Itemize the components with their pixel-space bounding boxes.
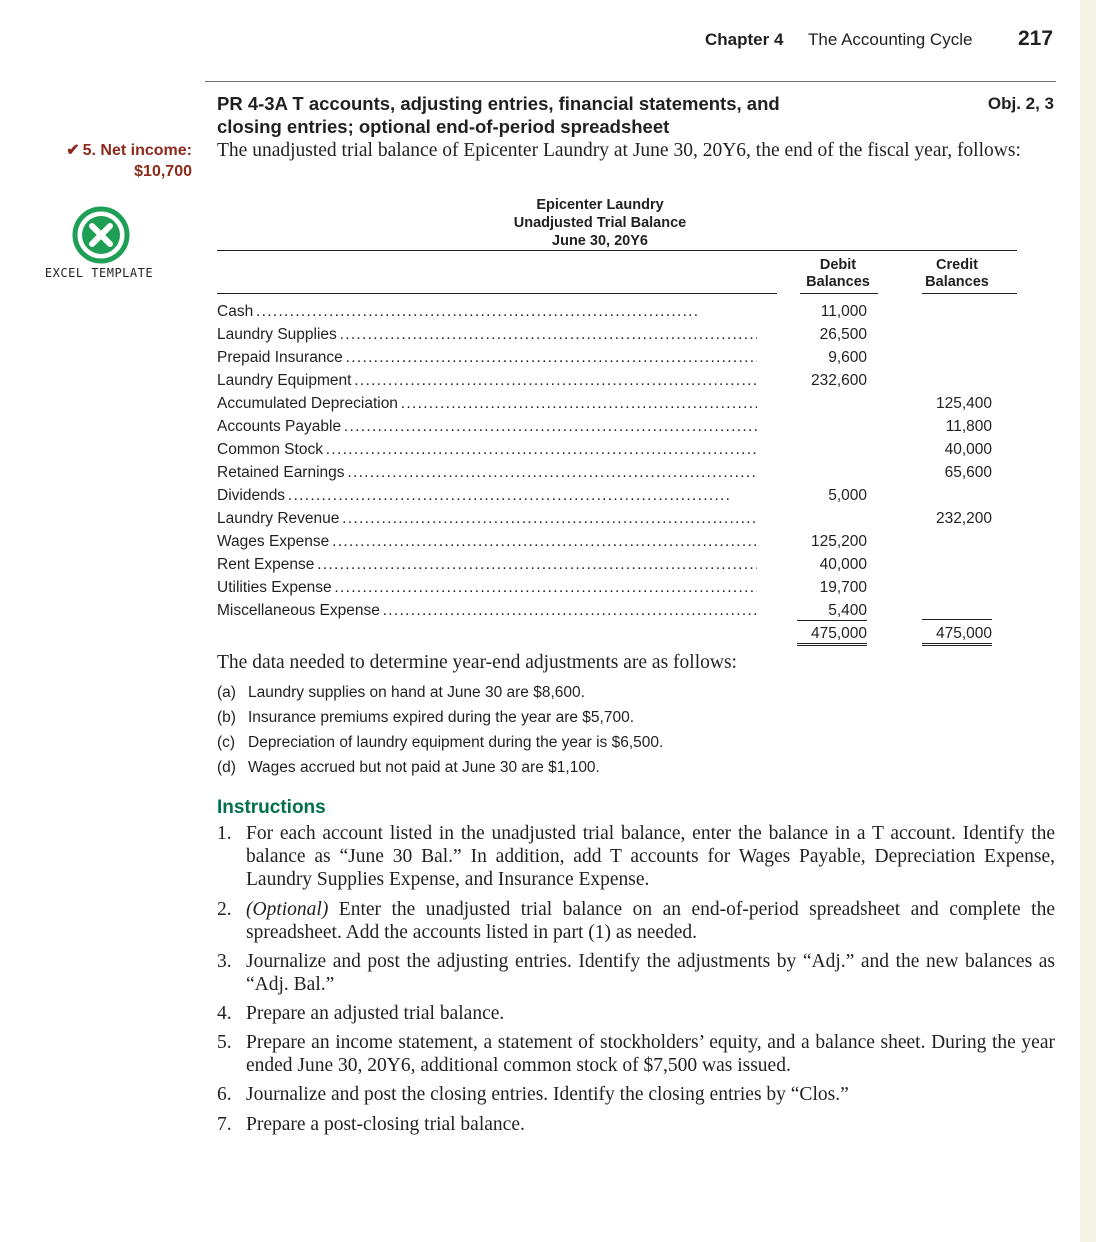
problem-title-line-1: PR 4-3A T accounts, adjusting entries, financial statements, and	[217, 93, 780, 114]
instruction-text-wrap	[246, 898, 1055, 944]
account-name: Accounts Payable . . .	[217, 418, 757, 436]
adjustment-item	[217, 684, 585, 702]
report-name: Unadjusted Trial Balance	[513, 215, 687, 231]
table-row	[217, 418, 1017, 441]
instruction-text: For each account listed in the unadjusted trial balance, enter the balance in a T account. Identify the balance as “June 30 Bal.” In addition, add T accounts for Wages Payable, Depreciation Expense, Laundry Supplies Expense, and Insurance Expense.	[246, 823, 1055, 890]
check-figure	[8, 140, 192, 182]
check-figure-value: $10,700	[134, 163, 192, 180]
adjustment-item	[217, 734, 663, 752]
table-row	[217, 464, 1017, 487]
debit-header-rule	[800, 293, 878, 294]
page-number: 217	[1018, 27, 1054, 50]
table-row	[217, 602, 1017, 625]
check-figure-label: 5. Net income:	[82, 142, 192, 159]
instruction-text: Prepare an income statement, a statement of stockholders’ equity, and a balance sheet. During the year ended June 30, 20Y6, additional common stock of $7,500 was issued.	[246, 1032, 1055, 1076]
account-name: Accumulated Depreciation . . .	[217, 395, 757, 413]
chapter-label: Chapter 4	[705, 30, 784, 49]
instruction-item	[217, 1002, 1055, 1025]
account-name: Common Stock . . .	[217, 441, 757, 459]
checkmark-icon: ✔	[66, 142, 80, 159]
debit-amount: 232,600	[810, 372, 867, 389]
account-name: Dividends . . .	[217, 487, 757, 505]
instruction-number: 4.	[217, 1003, 232, 1024]
account-name: Retained Earnings . . .	[217, 464, 757, 482]
table-row	[217, 395, 1017, 418]
instruction-item	[217, 1031, 1055, 1077]
debit-column-header	[783, 257, 893, 291]
problem-intro: The unadjusted trial balance of Epicenter Laundry at June 30, 20Y6, the end of the fiscal year, follows:	[217, 140, 1021, 161]
debit-amount: 5,000	[828, 487, 867, 504]
debit-amount: 26,500	[819, 326, 867, 343]
instruction-number: 5.	[217, 1032, 232, 1053]
optional-label: (Optional)	[246, 899, 329, 920]
credit-amount: 125,400	[935, 395, 992, 412]
account-name: Utilities Expense . . .	[217, 579, 757, 597]
account-name: Miscellaneous Expense . . .	[217, 602, 757, 620]
adjustment-letter: (a)	[217, 684, 236, 701]
credit-column-header	[902, 257, 1012, 291]
table-row	[217, 579, 1017, 602]
instruction-item	[217, 898, 1055, 944]
debit-amount: 40,000	[819, 556, 867, 573]
debit-amount: 9,600	[828, 349, 867, 366]
instruction-text: Prepare a post-closing trial balance.	[246, 1114, 525, 1135]
instruction-text: Enter the unadjusted trial balance on an end-of-period spreadsheet and complete the spreadsheet. Add the accounts listed in part (1) as needed.	[246, 899, 1055, 943]
problem-title-line-2: closing entries; optional end-of-period spreadsheet	[217, 116, 670, 137]
adjustment-letter: (c)	[217, 734, 236, 751]
table-row	[217, 349, 1017, 372]
account-name: Rent Expense . . .	[217, 556, 757, 574]
table-top-rule	[217, 250, 1017, 251]
adjustment-item	[217, 759, 600, 777]
adjustment-letter: (b)	[217, 709, 236, 726]
debit-amount: 5,400	[797, 602, 867, 621]
adjustment-text: Wages accrued but not paid at June 30 are $1,100.	[248, 759, 600, 776]
instruction-number: 7.	[217, 1114, 232, 1135]
totals-row	[217, 625, 1017, 648]
total-credit: 475,000	[922, 625, 992, 646]
trial-balance-title	[450, 196, 750, 250]
problem-title	[217, 92, 977, 138]
instruction-number: 3.	[217, 951, 232, 972]
instruction-number: 2.	[217, 899, 232, 920]
adjustment-item	[217, 709, 634, 727]
table-row	[217, 372, 1017, 395]
account-header-rule	[217, 293, 777, 294]
total-debit: 475,000	[797, 625, 867, 646]
debit-amount: 125,200	[810, 533, 867, 550]
account-name: Prepaid Insurance . . .	[217, 349, 757, 367]
debit-amount: 11,000	[820, 303, 867, 320]
instruction-item	[217, 1113, 1055, 1136]
table-row	[217, 510, 1017, 533]
instruction-number: 1.	[217, 823, 232, 844]
instruction-item	[217, 950, 1055, 996]
table-row	[217, 556, 1017, 579]
adjustment-text: Laundry supplies on hand at June 30 are $8,600.	[248, 684, 585, 701]
adjustment-text: Insurance premiums expired during the year are $5,700.	[248, 709, 634, 726]
debit-amount: 19,700	[819, 579, 867, 596]
table-row	[217, 533, 1017, 556]
instruction-item	[217, 1083, 1055, 1106]
credit-header-line-1: Credit	[936, 257, 978, 273]
table-row	[217, 487, 1017, 510]
credit-amount: 65,600	[944, 464, 992, 481]
instruction-item	[217, 822, 1055, 891]
account-name: Cash . . .	[217, 303, 757, 321]
instruction-text: Journalize and post the closing entries. Identify the closing entries by “Clos.”	[246, 1084, 849, 1105]
instruction-text: Journalize and post the adjusting entries. Identify the adjustments by “Adj.” and the new balances as “Adj. Bal.”	[246, 951, 1055, 995]
table-row	[217, 326, 1017, 349]
report-date: June 30, 20Y6	[552, 233, 648, 249]
excel-template-icon[interactable]	[72, 206, 130, 264]
adjustment-letter: (d)	[217, 759, 236, 776]
instructions-heading: Instructions	[217, 797, 326, 818]
instruction-number: 6.	[217, 1084, 232, 1105]
company-name: Epicenter Laundry	[536, 197, 664, 213]
account-name: Laundry Supplies . . .	[217, 326, 757, 344]
adjustment-text: Depreciation of laundry equipment during the year is $6,500.	[248, 734, 664, 751]
header-rule	[205, 81, 1056, 82]
page-edge-strip	[1080, 0, 1096, 1242]
debit-header-line-1: Debit	[819, 257, 857, 273]
running-header	[0, 28, 1056, 56]
account-name: Laundry Revenue . . .	[217, 510, 757, 528]
adjustments-intro: The data needed to determine year-end adjustments are as follows:	[217, 652, 737, 673]
credit-header-line-2: Balances	[925, 274, 989, 290]
instruction-text: Prepare an adjusted trial balance.	[246, 1003, 505, 1024]
credit-amount: 11,800	[945, 418, 992, 435]
credit-header-rule	[922, 293, 1017, 294]
credit-amount: 40,000	[944, 441, 992, 458]
credit-total-rule	[922, 619, 992, 620]
table-row	[217, 303, 1017, 326]
table-row	[217, 441, 1017, 464]
debit-header-line-2: Balances	[806, 274, 870, 290]
objectives-label: Obj. 2, 3	[987, 94, 1054, 113]
credit-amount: 232,200	[935, 510, 992, 527]
excel-template-label: EXCEL TEMPLATE	[44, 266, 154, 280]
account-name: Wages Expense . . .	[217, 533, 757, 551]
account-name: Laundry Equipment . . .	[217, 372, 757, 390]
chapter-title: The Accounting Cycle	[808, 30, 973, 49]
